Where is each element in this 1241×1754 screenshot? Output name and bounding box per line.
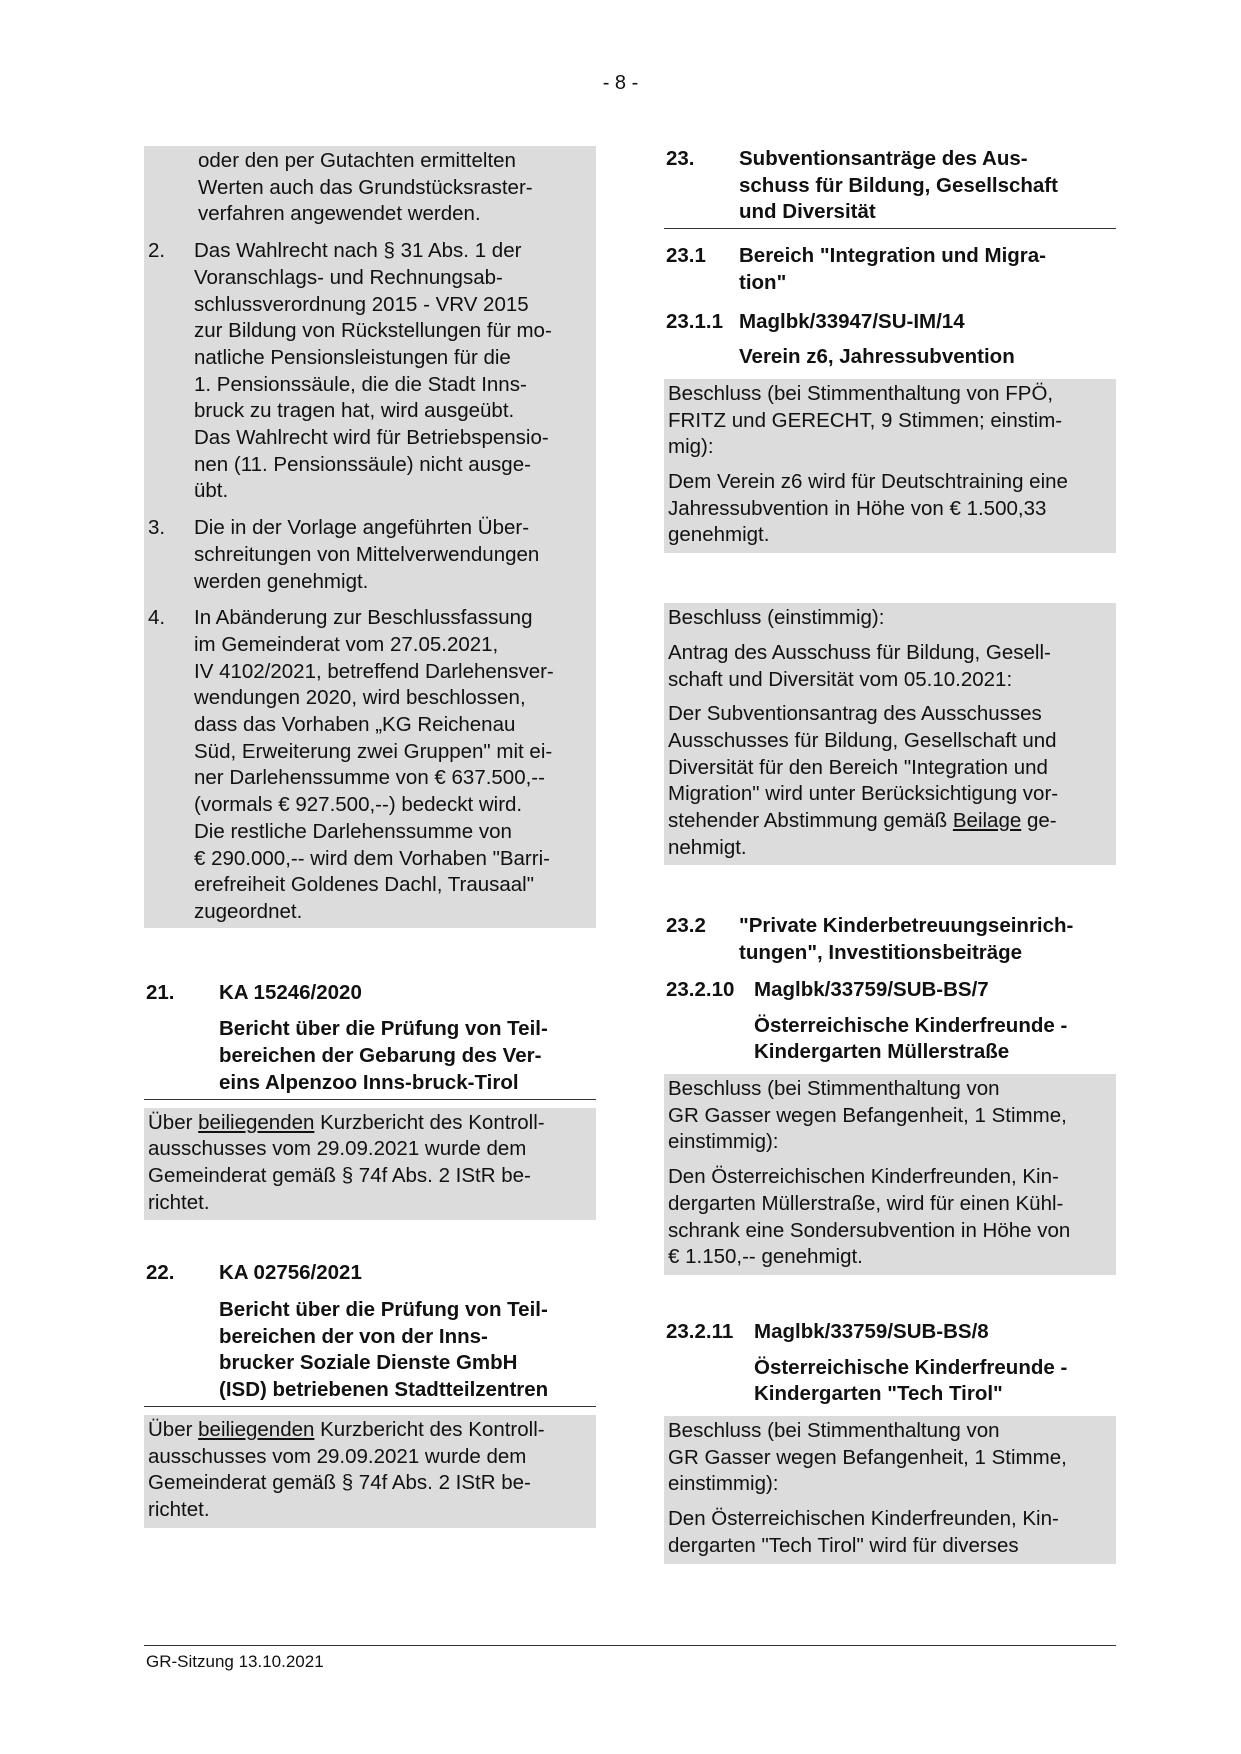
text-line: Antrag des Ausschuss für Bildung, Gesell-	[668, 640, 1051, 664]
text-line: Migration" wird unter Berücksichtigung vor-	[668, 782, 1059, 806]
beiliegenden-link[interactable]: beiliegenden	[198, 1110, 315, 1134]
footer-divider	[144, 1645, 1116, 1646]
report-text-block	[144, 1415, 596, 1528]
text-line: ner Darlehenssumme von € 637.500,--	[194, 766, 545, 790]
section-23-1-1-heading	[664, 309, 1116, 336]
text-line: schuss für Bildung, Gesellschaft	[739, 173, 1058, 197]
section-title	[144, 1016, 596, 1099]
section-title	[144, 1297, 596, 1407]
text-line: 1. Pensionssäule, die die Stadt Inns-	[194, 372, 527, 396]
text-line: Gemeinderat gemäß § 74f Abs. 2 IStR be-	[148, 1163, 531, 1187]
text-line: Bereich "Integration und Migra-	[739, 244, 1046, 268]
right-column	[664, 146, 1116, 1564]
section-heading	[144, 1260, 596, 1287]
list-continuation	[148, 148, 592, 228]
text-line: Gemeinderat gemäß § 74f Abs. 2 IStR be-	[148, 1471, 531, 1495]
text-line: Beschluss (bei Stimmenthaltung von	[668, 1419, 1000, 1443]
list-item-text	[194, 238, 592, 505]
text-line: Die in der Vorlage angeführten Über-	[194, 516, 530, 540]
section-number: 23.2.11	[666, 1319, 734, 1343]
text-line: eins Alpenzoo Inns-bruck-Tirol	[219, 1070, 519, 1094]
text-line: tungen", Investitionsbeiträge	[739, 941, 1023, 965]
text-line: bruck zu tragen hat, wird ausgeübt.	[194, 399, 515, 423]
text-line: werden genehmigt.	[194, 569, 369, 593]
text-line: einstimmig):	[668, 1472, 779, 1496]
section-23-heading	[664, 146, 1116, 229]
text-line: GR Gasser wegen Befangenheit, 1 Stimme,	[668, 1103, 1067, 1127]
text-line: Den Österreichischen Kinderfreunden, Kin-	[668, 1165, 1059, 1189]
text-line: genehmigt.	[668, 523, 770, 547]
text-line: zur Bildung von Rückstellungen für mo-	[194, 319, 552, 343]
beschluss-block	[664, 1416, 1116, 1564]
report-text-block	[144, 1108, 596, 1221]
text-line: nen (11. Pensionssäule) nicht ausge-	[194, 452, 531, 476]
text-line: Österreichische Kinderfreunde -	[754, 1013, 1068, 1037]
section-23-1-heading	[664, 243, 1116, 296]
list-item-number: 2.	[148, 239, 166, 263]
text-line: Bericht über die Prüfung von Teil-	[219, 1017, 548, 1041]
text-line: schreitungen von Mittelverwendungen	[194, 542, 540, 566]
text-line: mig):	[668, 435, 714, 459]
section-number: 23.	[666, 147, 695, 170]
text-line: Der Subventionsantrag des Ausschusses	[668, 702, 1042, 726]
text-line: Das Wahlrecht nach § 31 Abs. 1 der	[194, 239, 522, 263]
list-item-text	[194, 605, 592, 925]
text-line: IV 4102/2021, betreffend Darlehensver-	[194, 659, 554, 683]
left-column	[144, 146, 596, 1528]
text-line: Die restliche Darlehenssumme von	[194, 819, 512, 843]
text-line: Diversität für den Bereich "Integration und	[668, 755, 1048, 779]
section-22	[144, 1260, 596, 1527]
list-item-text	[194, 515, 592, 595]
text-line: Den Österreichischen Kinderfreunden, Kin-	[668, 1507, 1059, 1531]
text-line: dergarten Müllerstraße, wird für einen Kühl-	[668, 1191, 1064, 1215]
text-line: dergarten "Tech Tirol" wird für diverses	[668, 1533, 1019, 1557]
text-line: übt.	[194, 479, 229, 503]
text-line: GR Gasser wegen Befangenheit, 1 Stimme,	[668, 1445, 1067, 1469]
beschluss-block	[664, 379, 1116, 553]
text-line: Beschluss (bei Stimmenthaltung von FPÖ,	[668, 381, 1054, 405]
beschluss-block	[664, 1074, 1116, 1275]
section-code: Maglbk/33947/SU-IM/14	[739, 309, 965, 333]
text-line: schaft und Diversität vom 05.10.2021:	[668, 667, 1013, 691]
text-line: Über beiliegenden Kurzbericht des Kontroll-	[148, 1110, 545, 1134]
text-line: erefreiheit Goldenes Dachl, Trausaal"	[194, 873, 535, 897]
text-line: ausschusses vom 29.09.2021 wurde dem	[148, 1444, 527, 1468]
list-item-number: 4.	[148, 606, 166, 630]
text-line: Österreichische Kinderfreunde -	[754, 1355, 1068, 1379]
text-line: Werten auch das Grundstücksraster-	[198, 175, 533, 199]
text-line: richtet.	[148, 1190, 210, 1214]
text-line: Jahressubvention in Höhe von € 1.500,33	[668, 496, 1047, 520]
section-code: KA 15246/2020	[219, 980, 362, 1004]
text-line: brucker Soziale Dienste GmbH	[219, 1351, 518, 1375]
list-item-number: 3.	[148, 516, 166, 540]
list-item	[148, 238, 592, 505]
text-line: FRITZ und GERECHT, 9 Stimmen; einstim-	[668, 408, 1063, 432]
text-line: (ISD) betriebenen Stadtteilzentren	[219, 1378, 549, 1402]
text-line: bereichen der Gebarung des Ver-	[219, 1044, 542, 1068]
list-item	[148, 605, 592, 925]
text-line: Ausschusses für Bildung, Gesellschaft und	[668, 728, 1057, 752]
section-subtitle: Verein z6, Jahressubvention	[739, 345, 1015, 369]
text-line: Das Wahlrecht wird für Betriebspensio-	[194, 426, 549, 450]
text-line: natliche Pensionsleistungen für die	[194, 345, 511, 369]
section-title	[739, 146, 1058, 226]
text-line: Beschluss (bei Stimmenthaltung von	[668, 1076, 1000, 1100]
section-23-2-heading	[664, 913, 1116, 966]
section-subtitle	[664, 1013, 1116, 1066]
section-code: KA 02756/2021	[219, 1261, 362, 1285]
section-number: 23.1.1	[666, 309, 723, 333]
section-subtitle	[664, 1355, 1116, 1408]
text-line: oder den per Gutachten ermittelten	[198, 149, 516, 172]
text-line: Süd, Erweiterung zwei Gruppen" mit ei-	[194, 739, 553, 763]
text-line: Dem Verein z6 wird für Deutschtraining eine	[668, 470, 1068, 494]
text-line: Kindergarten "Tech Tirol"	[754, 1382, 1003, 1406]
text-line: (vormals € 927.500,--) bedeckt wird.	[194, 793, 523, 817]
resolution-list-block	[144, 146, 596, 928]
text-line: Beschluss (einstimmig):	[668, 606, 885, 630]
text-line: wendungen 2020, wird beschlossen,	[194, 686, 526, 710]
section-21	[144, 980, 596, 1221]
section-number: 22.	[146, 1261, 175, 1285]
text-line: "Private Kinderbetreuungseinrich-	[739, 914, 1074, 938]
text-line: richtet.	[148, 1497, 210, 1521]
text-line: ausschusses vom 29.09.2021 wurde dem	[148, 1137, 527, 1161]
summary-beschluss-block	[664, 603, 1116, 865]
section-number: 23.2.10	[666, 977, 735, 1001]
text-line: verfahren angewendet werden.	[198, 202, 481, 226]
text-line: schlussverordnung 2015 - VRV 2015	[194, 292, 529, 316]
section-heading	[144, 980, 596, 1007]
section-23-2-11-heading	[664, 1319, 1116, 1346]
text-line: € 290.000,-- wird dem Vorhaben "Barri-	[194, 846, 550, 870]
text-line: dass das Vorhaben „KG Reichenau	[194, 713, 516, 737]
beilage-link[interactable]: Beilage	[952, 809, 1022, 833]
page-number: - 8 -	[602, 72, 639, 94]
text-line: Bericht über die Prüfung von Teil-	[219, 1298, 548, 1322]
text-line: und Diversität	[739, 200, 876, 224]
text-line: In Abänderung zur Beschlussfassung	[194, 606, 533, 630]
text-line: Kindergarten Müllerstraße	[754, 1040, 1010, 1064]
section-23-2-10-heading	[664, 977, 1116, 1004]
footer-text: GR-Sitzung 13.10.2021	[146, 1652, 324, 1671]
text-line: bereichen der von der Inns-	[219, 1324, 488, 1348]
text-line: nehmigt.	[668, 835, 747, 859]
section-title	[739, 913, 1073, 966]
text-line: € 1.150,-- genehmigt.	[668, 1245, 863, 1269]
text-line: tion"	[739, 270, 787, 294]
section-number: 23.1	[666, 244, 706, 268]
beiliegenden-link[interactable]: beiliegenden	[198, 1417, 315, 1441]
text-line: Über beiliegenden Kurzbericht des Kontroll-	[148, 1417, 545, 1441]
section-code: Maglbk/33759/SUB-BS/8	[754, 1319, 989, 1343]
text-line: einstimmig):	[668, 1130, 779, 1154]
text-line: im Gemeinderat vom 27.05.2021,	[194, 632, 499, 656]
list-item	[148, 515, 592, 595]
section-number: 23.2	[666, 914, 706, 938]
section-number: 21.	[146, 980, 175, 1004]
text-line: Voranschlags- und Rechnungsab-	[194, 265, 503, 289]
section-code: Maglbk/33759/SUB-BS/7	[754, 977, 989, 1001]
text-line: schrank eine Sondersubvention in Höhe von	[668, 1218, 1071, 1242]
text-line: zugeordnet.	[194, 899, 303, 923]
text-line: Subventionsanträge des Aus-	[739, 147, 1028, 170]
section-title	[739, 243, 1046, 296]
text-line: stehender Abstimmung gemäß Beilage ge-	[668, 809, 1057, 833]
